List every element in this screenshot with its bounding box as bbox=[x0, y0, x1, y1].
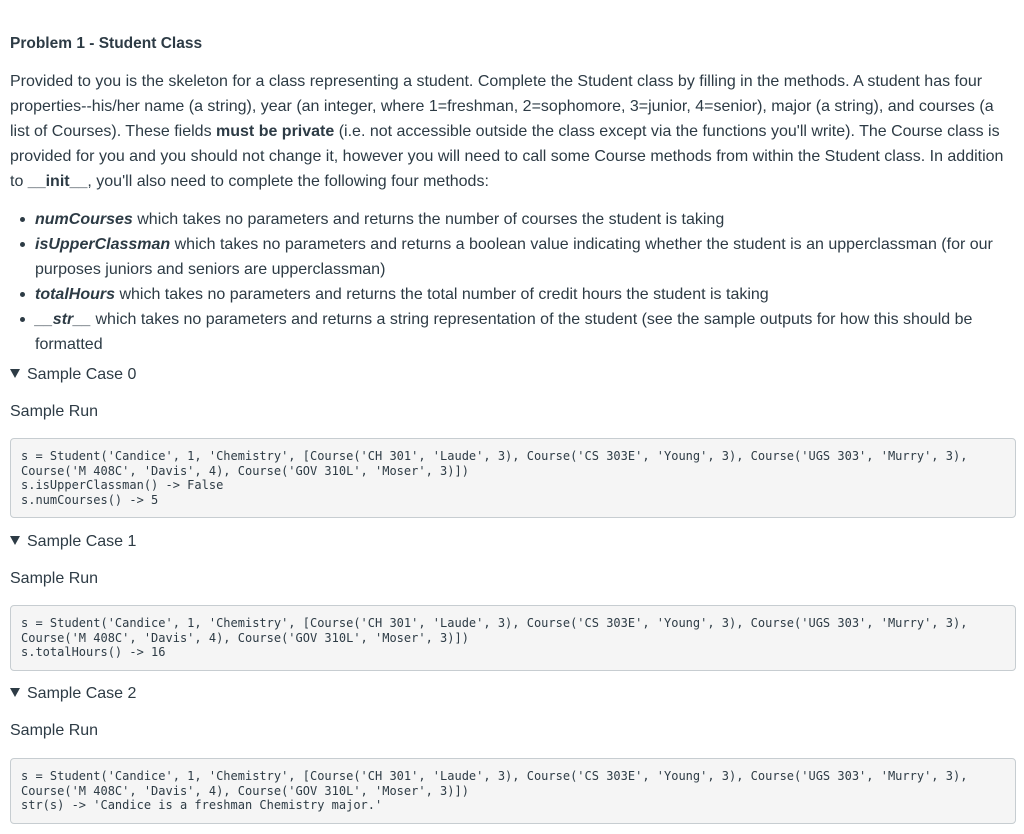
list-item bbox=[35, 282, 1024, 307]
intro-text-2: (i.e. not accessible outside the class except via the functions you'll write). The Course class is provided for you and you should not change it, however you will need to call some Course methods from within the Student class. In addition to bbox=[10, 123, 1004, 190]
intro-bold-private: must be private bbox=[216, 123, 335, 140]
method-name: totalHours bbox=[35, 286, 115, 303]
problem-description bbox=[10, 69, 1016, 194]
intro-text-1: Provided to you is the skeleton for a class representing a student. Complete the Student class by filling in the methods. A student has four properties--his/her name (a string), year (an integer, where 1=freshman, 2=sophomore, 3=junior, 4=senior), major (a string), and courses (a list of Courses). These fields bbox=[10, 73, 994, 140]
problem-title: Problem 1 - Student Class bbox=[10, 35, 203, 52]
intro-text-3: , you'll also need to complete the following four methods: bbox=[87, 173, 489, 190]
sample-case-1-toggle[interactable] bbox=[10, 533, 136, 551]
method-name: __str__ bbox=[35, 311, 92, 328]
sample-case-label: Sample Case 2 bbox=[27, 685, 137, 702]
list-item bbox=[35, 307, 1024, 357]
list-item bbox=[35, 232, 1024, 282]
sample-run-label: Sample Run bbox=[10, 403, 99, 420]
method-name: numCourses bbox=[35, 211, 133, 228]
sample-run-label: Sample Run bbox=[10, 570, 99, 587]
code-block: s = Student('Candice', 1, 'Chemistry', [Course('CH 301', 'Laude', 3), Course('CS 303E', 'Young', 3), Course('UGS 303', 'Murry', 3), Course('M 408C', 'Davis', 4), Course('GOV 310L', 'Moser', 3)]) s.totalHours() -> 16 bbox=[10, 605, 1016, 671]
triangle-down-icon bbox=[10, 688, 20, 697]
intro-bold-init: __init__ bbox=[27, 173, 88, 190]
method-description: which takes no parameters and returns a string representation of the student (see the sample outputs for how this should be formatted bbox=[35, 311, 973, 353]
sample-case-0-toggle[interactable] bbox=[10, 366, 136, 384]
sample-case-label: Sample Case 1 bbox=[27, 533, 137, 550]
method-name: isUpperClassman bbox=[35, 236, 171, 253]
method-description: which takes no parameters and returns the number of courses the student is taking bbox=[132, 211, 725, 228]
method-description: which takes no parameters and returns a boolean value indicating whether the student is an upperclassman (for our purposes juniors and seniors are upperclassman) bbox=[35, 236, 993, 278]
triangle-down-icon bbox=[10, 369, 20, 378]
code-block: s = Student('Candice', 1, 'Chemistry', [Course('CH 301', 'Laude', 3), Course('CS 303E', 'Young', 3), Course('UGS 303', 'Murry', 3), Course('M 408C', 'Davis', 4), Course('GOV 310L', 'Moser', 3)]) str(s) -> 'Candice is a freshman Chemistry major.' bbox=[10, 758, 1016, 824]
triangle-down-icon bbox=[10, 536, 20, 545]
methods-list bbox=[10, 207, 1024, 357]
sample-case-2-toggle[interactable] bbox=[10, 685, 136, 703]
method-description: which takes no parameters and returns the total number of credit hours the student is taking bbox=[115, 286, 769, 303]
sample-case-label: Sample Case 0 bbox=[27, 366, 137, 383]
code-block: s = Student('Candice', 1, 'Chemistry', [Course('CH 301', 'Laude', 3), Course('CS 303E', 'Young', 3), Course('UGS 303', 'Murry', 3), Course('M 408C', 'Davis', 4), Course('GOV 310L', 'Moser', 3)]) s.isUpperClassman() -> False s.numCourses() -> 5 bbox=[10, 438, 1016, 518]
sample-run-label: Sample Run bbox=[10, 722, 99, 739]
list-item bbox=[35, 207, 1024, 232]
